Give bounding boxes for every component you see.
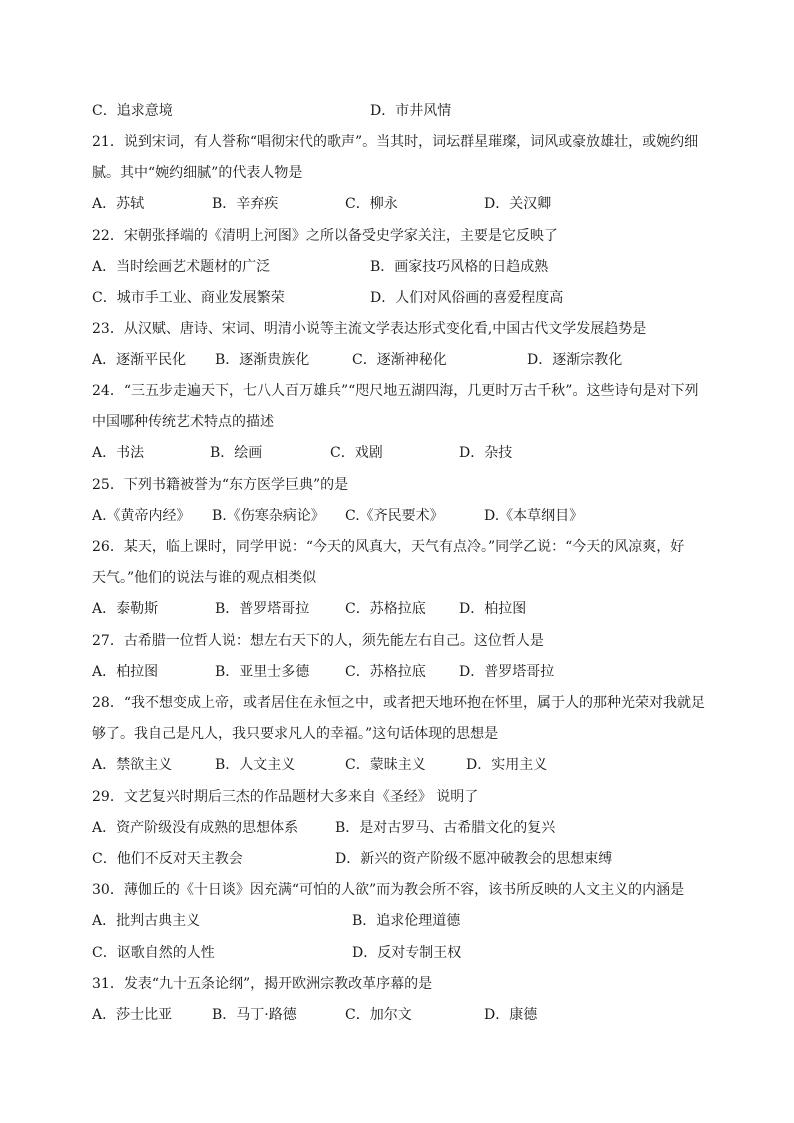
q26-option-d: D．柏拉图 xyxy=(459,601,527,617)
q26-option-c: C．苏格拉底 xyxy=(345,601,426,617)
q21-stem-line1: 21．说到宋词，有人誉称“唱彻宋代的歌声”。当其时，词坛群星璀璨，词风或豪放雄壮，或婉约细 xyxy=(92,134,699,150)
q30-option-c: C．讴歌自然的人性 xyxy=(92,945,215,961)
q21-option-d: D．关汉卿 xyxy=(484,196,552,212)
q24-stem-line2: 中国哪种传统艺术特点的描述 xyxy=(92,414,274,430)
q27-option-c: C．苏格拉底 xyxy=(345,664,426,680)
q27-option-d: D．普罗塔哥拉 xyxy=(459,664,555,680)
q21-option-c: C．柳永 xyxy=(345,196,398,212)
q29-stem-line1: 29．文艺复兴时期后三杰的作品题材大多来自《圣经》 说明了 xyxy=(92,789,479,805)
q25-option-b: B.《伤寒杂病论》 xyxy=(212,508,325,524)
q26-option-a: A．泰勒斯 xyxy=(92,601,159,617)
q20-option-c: C．追求意境 xyxy=(92,103,173,119)
q24-stem-line1: 24．“三五步走遍天下，七八人百万雄兵”“咫尺地五湖四海，几更时万古千秋”。这些诗句是对下列 xyxy=(92,383,699,399)
q31-option-c: C．加尔文 xyxy=(345,1007,412,1023)
q26-stem-line2: 天气。”他们的说法与谁的观点相类似 xyxy=(92,570,317,586)
q23-option-a: A．逐渐平民化 xyxy=(92,352,187,368)
q23-option-c: C．逐渐神秘化 xyxy=(352,352,447,368)
q25-option-d: D.《本草纲目》 xyxy=(484,508,584,524)
q29-option-a: A．资产阶级没有成熟的思想体系 xyxy=(92,820,299,836)
q25-option-a: A.《黄帝内经》 xyxy=(92,508,191,524)
q28-stem-line2: 够了。我自己是凡人，我只要求凡人的幸福。”这句话体现的思想是 xyxy=(92,726,499,742)
q22-stem-line1: 22．宋朝张择端的《清明上河图》之所以备受史学家关注，主要是它反映了 xyxy=(92,228,558,244)
q28-option-d: D．实用主义 xyxy=(466,757,548,773)
q26-stem-line1: 26．某天，临上课时，同学甲说：“今天的风真大，天气有点冷。”同学乙说：“今天的风凉爽，好 xyxy=(92,539,685,555)
q27-option-b: B．亚里士多德 xyxy=(215,664,310,680)
q22-option-c: C．城市手工业、商业发展繁荣 xyxy=(92,290,285,306)
q28-stem-line1: 28．“我不想变成上帝，或者居住在永恒之中，或者把天地环抱在怀里，属于人的那种光荣对我就足 xyxy=(92,695,705,711)
q21-option-b: B．辛弃疾 xyxy=(212,196,279,212)
q22-option-b: B．画家技巧风格的日趋成熟 xyxy=(370,259,549,275)
q21-option-a: A．苏轼 xyxy=(92,196,145,212)
q29-option-b: B．是对古罗马、古希腊文化的复兴 xyxy=(335,820,556,836)
q23-option-b: B．逐渐贵族化 xyxy=(215,352,310,368)
q30-option-d: D．反对专制王权 xyxy=(352,945,462,961)
q25-option-c: C.《齐民要术》 xyxy=(345,508,444,524)
q24-option-c: C．戏剧 xyxy=(330,445,383,461)
q27-option-a: A．柏拉图 xyxy=(92,664,159,680)
q30-stem-line1: 30．薄伽丘的《十日谈》因充满“可怕的人欲”而为教会所不容，该书所反映的人文主义的内涵是 xyxy=(92,882,685,898)
q31-option-b: B．马丁·路德 xyxy=(212,1007,297,1023)
q26-option-b: B．普罗塔哥拉 xyxy=(215,601,310,617)
q25-stem-line1: 25．下列书籍被誉为“东方医学巨典”的是 xyxy=(92,477,349,493)
q24-option-b: B．绘画 xyxy=(210,445,263,461)
q23-stem-line1: 23．从汉赋、唐诗、宋词、明清小说等主流文学表达形式变化看,中国古代文学发展趋势是 xyxy=(92,321,647,337)
q28-option-b: B．人文主义 xyxy=(215,757,296,773)
q24-option-d: D．杂技 xyxy=(459,445,513,461)
q29-option-d: D．新兴的资产阶级不愿冲破教会的思想束缚 xyxy=(335,851,613,867)
q31-option-a: A．莎士比亚 xyxy=(92,1007,173,1023)
q29-option-c: C．他们不反对天主教会 xyxy=(92,851,243,867)
q27-stem-line1: 27．古希腊一位哲人说：想左右天下的人，须先能左右自己。这位哲人是 xyxy=(92,633,544,649)
q28-option-a: A．禁欲主义 xyxy=(92,757,173,773)
q20-option-d: D．市井风情 xyxy=(370,103,452,119)
q24-option-a: A．书法 xyxy=(92,445,145,461)
q31-option-d: D．康德 xyxy=(484,1007,538,1023)
q22-option-d: D．人们对风俗画的喜爱程度高 xyxy=(370,290,564,306)
q28-option-c: C．蒙昧主义 xyxy=(345,757,426,773)
q30-option-a: A．批判古典主义 xyxy=(92,913,201,929)
q31-stem-line1: 31．发表“九十五条论纲”，揭开欧洲宗教改革序幕的是 xyxy=(92,976,433,992)
q21-stem-line2: 腻。其中“婉约细腻”的代表人物是 xyxy=(92,165,303,181)
q30-option-b: B．追求伦理道德 xyxy=(352,913,461,929)
q23-option-d: D．逐渐宗教化 xyxy=(527,352,623,368)
q22-option-a: A．当时绘画艺术题材的广泛 xyxy=(92,259,271,275)
